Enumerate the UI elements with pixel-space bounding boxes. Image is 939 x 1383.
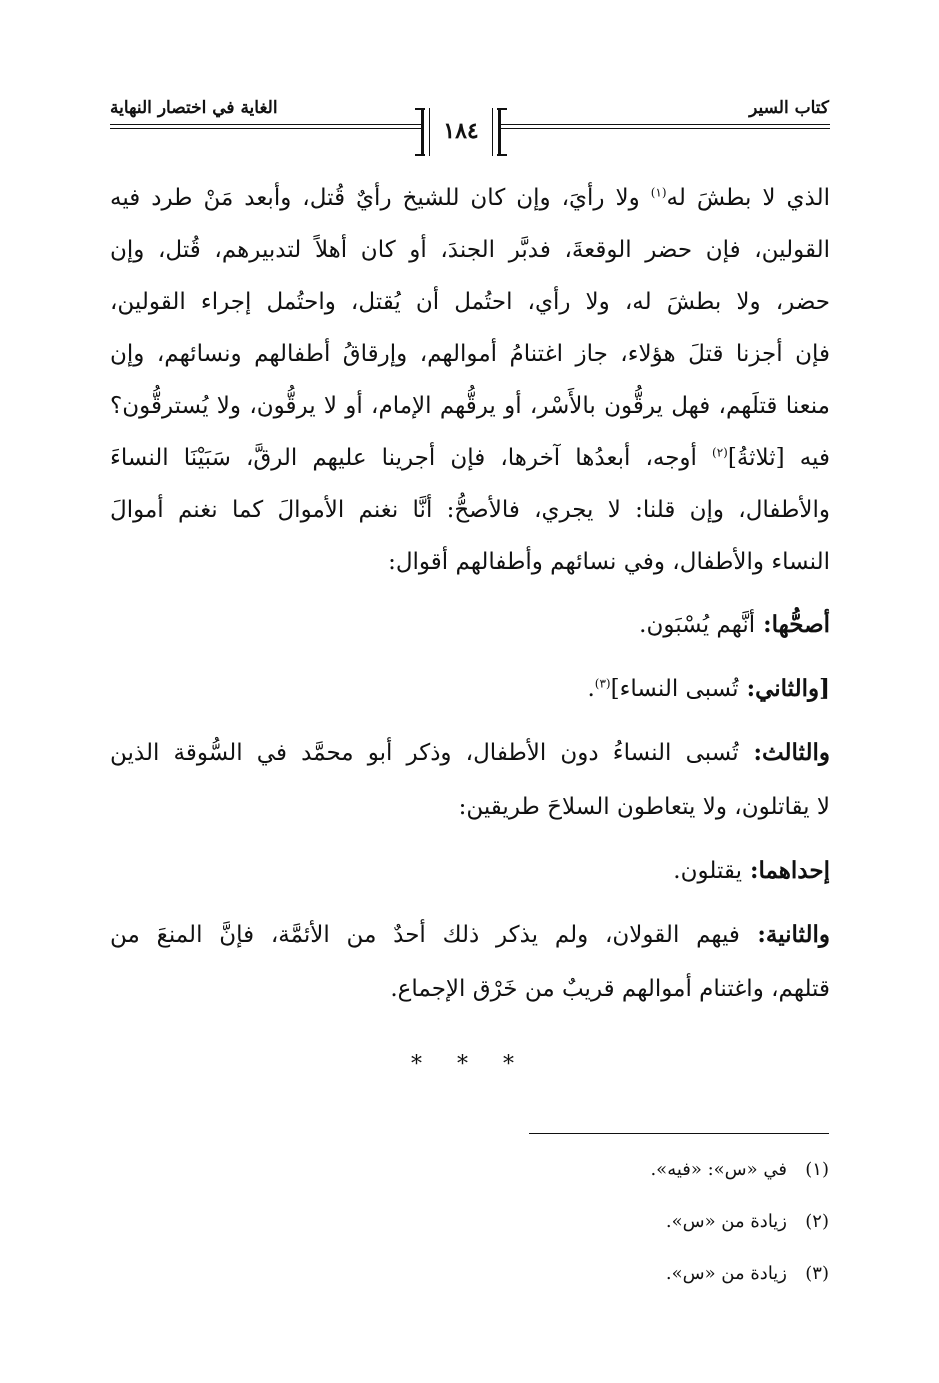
frame-tick-bottom-left xyxy=(415,154,425,156)
text-line: قتلهم، واغتنام أموالهم قريبٌ من خَرْق الإجماع. xyxy=(390,976,830,1002)
paragraph-lead: [والثاني: xyxy=(738,675,830,702)
footnote xyxy=(429,1150,829,1202)
text-run: أوجه، أبعدُها آخرها، فإن أجرينا عليهم الرقَّ، سَبَيْنَا النساءَ xyxy=(110,445,713,471)
text-line: لا يقاتلون، ولا يتعاطون السلاحَ طريقين: xyxy=(458,794,830,820)
text-line xyxy=(110,844,830,898)
footnote-rule xyxy=(529,1133,829,1134)
text-run: تُسبى النساءُ دون الأطفال، وذكر أبو محمَّد في السُّوقة الذين xyxy=(110,740,739,766)
frame-tick-top-left xyxy=(415,108,425,110)
running-header-chapter: كتاب السير xyxy=(749,98,829,118)
footnote-ref: (١) xyxy=(650,185,667,200)
footnote xyxy=(429,1254,829,1306)
header-rule-right-top xyxy=(501,124,830,125)
frame-tick-top-right xyxy=(497,108,507,110)
paragraph-lead: إحداهما: xyxy=(741,857,830,884)
text-run: ولا رأيَ، وإن كان للشيخ رأيٌ قُتل، وأبعد مَنْ طرد فيه xyxy=(110,185,651,211)
footnote-number: (١) xyxy=(805,1159,829,1180)
text-line: والأطفال، وإن قلنا: لا يجري، فالأصحُّ: أنَّا نغنم الأموالَ كما نغنم أموالَ xyxy=(110,497,830,523)
paragraph-5 xyxy=(110,844,830,898)
paragraph-1 xyxy=(110,172,830,588)
header-rule-left-bottom xyxy=(110,128,421,129)
footnote xyxy=(429,1202,829,1254)
text-line xyxy=(110,908,830,962)
text-run: الذي لا بطشَ له xyxy=(666,185,830,211)
page-number: ١٨٤ xyxy=(443,118,479,144)
running-header-book-title: الغاية في اختصار النهاية xyxy=(110,98,278,118)
page-number-frame xyxy=(421,108,501,156)
paragraph-lead: والثالث: xyxy=(738,739,830,766)
text-line: النساء والأطفال، وفي نسائهم وأطفالهم أقوال: xyxy=(388,549,830,575)
text-run: تُسبى النساء] xyxy=(610,676,739,702)
paragraph-6 xyxy=(110,908,830,1016)
text-line: منعنا قتلَهم، فهل يرقُّون بالأَسْر، أو يرقُّهم الإمام، أو لا يرقُّون، ولا يُسترقُّون؟ xyxy=(110,393,830,419)
footnote-text: زيادة من «س». xyxy=(665,1211,787,1232)
text-run: يقتلون. xyxy=(673,858,742,884)
text-line xyxy=(110,726,830,780)
text-line xyxy=(110,432,830,484)
paragraph-3 xyxy=(110,662,830,716)
footnote-text: في «س»: «فيه». xyxy=(650,1159,787,1180)
paragraph-lead: والثانية: xyxy=(739,921,830,948)
text-line: القولين، فإن حضر الوقعةَ، فدبَّر الجندَ، أو كان أهلاً لتدبيرهم، قُتل، وإن xyxy=(110,237,830,263)
footnote-ref: (٢) xyxy=(712,445,728,460)
footnote-number: (٢) xyxy=(805,1211,829,1232)
text-line: فإن أجزنا قتلَ هؤلاء، جاز اغتنامُ أموالهم، وإرقاقُ أطفالهم ونسائهم، وإن xyxy=(110,341,830,367)
text-line: حضر، ولا بطشَ له، ولا رأي، احتُمل أن يُقتل، واحتُمل إجراء القولين، xyxy=(110,289,830,315)
text-line xyxy=(110,662,830,716)
footnote-ref: (٣) xyxy=(594,676,611,691)
paragraph-lead: أصحُّها: xyxy=(755,611,830,638)
footnote-text: زيادة من «س». xyxy=(665,1263,787,1284)
text-run: فيهم القولان، ولم يذكر ذلك أحدٌ من الأئمَّة، فإنَّ المنعَ من xyxy=(110,922,740,948)
text-run: فيه [ثلاثةُ] xyxy=(727,445,830,471)
text-run: . xyxy=(587,676,595,702)
text-line xyxy=(110,598,830,652)
text-run: أنَّهم يُسْبَون. xyxy=(639,612,756,638)
paragraph-4 xyxy=(110,726,830,834)
header-rule-left-top xyxy=(110,124,421,125)
footnotes xyxy=(429,1150,829,1306)
header-rule-right-bottom xyxy=(501,128,830,129)
text-line xyxy=(110,172,830,224)
paragraph-2 xyxy=(110,598,830,652)
footnote-number: (٣) xyxy=(805,1263,829,1284)
section-separator: * * * xyxy=(411,1052,528,1077)
frame-tick-bottom-right xyxy=(497,154,507,156)
body-text xyxy=(110,172,830,1016)
